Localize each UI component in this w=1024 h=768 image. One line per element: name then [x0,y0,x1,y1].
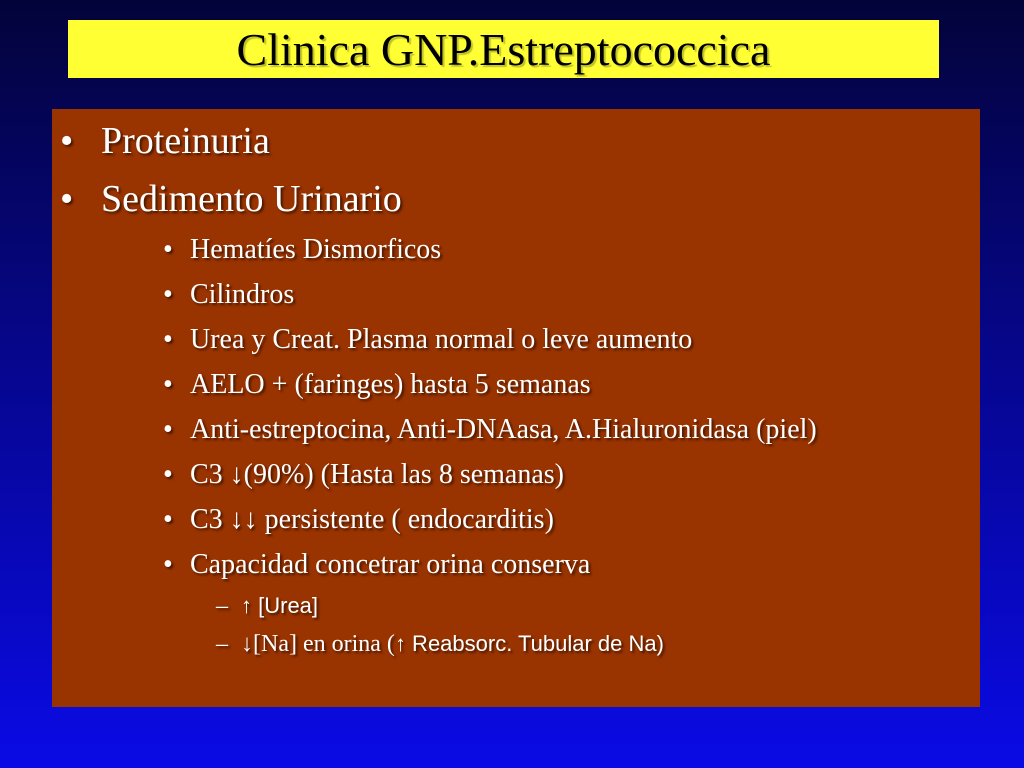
bullet-dot: • [163,414,173,445]
slide-title: Clinica GNP.Estreptococcica [236,23,771,75]
bullet-text: Hematíes Dismorficos [190,234,442,265]
bullet-dot: • [163,549,173,580]
bullet-dot: • [163,279,173,310]
bullet-dot: • [60,178,74,220]
bullet-text: Sedimento Urinario [101,178,402,220]
bullet-text: ↑ [Urea] [241,593,319,618]
bullet-dot: • [163,324,173,355]
bullet-text: Cilindros [190,279,295,310]
dash-marker: – [216,631,228,657]
bullet-text: C3 ↓(90%) (Hasta las 8 semanas) [190,459,565,490]
bullet-dot: • [60,120,74,162]
bullet-dot: • [163,504,173,535]
bullet-text-part1: ↓[Na] en orina ( [241,631,395,657]
bullet-text-part2: ↑ Reabsorc. Tubular de Na) [394,631,664,656]
bullet-text: Urea y Creat. Plasma normal o leve aumento [190,324,693,355]
bullet-dot: • [163,459,173,490]
bullet-dot: • [163,369,173,400]
bullet-text [241,631,664,658]
title-banner [68,20,939,78]
bullet-text: AELO + (faringes) hasta 5 semanas [190,369,591,400]
bullet-text: Capacidad concetrar orina conserva [190,549,591,580]
bullet-text: Anti-estreptocina, Anti-DNAasa, A.Hialuronidasa (piel) [190,414,817,445]
dash-marker: – [216,593,228,619]
bullet-text: C3 ↓↓ persistente ( endocarditis) [190,504,554,535]
bullet-text: Proteinuria [101,120,270,162]
bullet-dot: • [163,234,173,265]
content-panel [52,109,980,707]
